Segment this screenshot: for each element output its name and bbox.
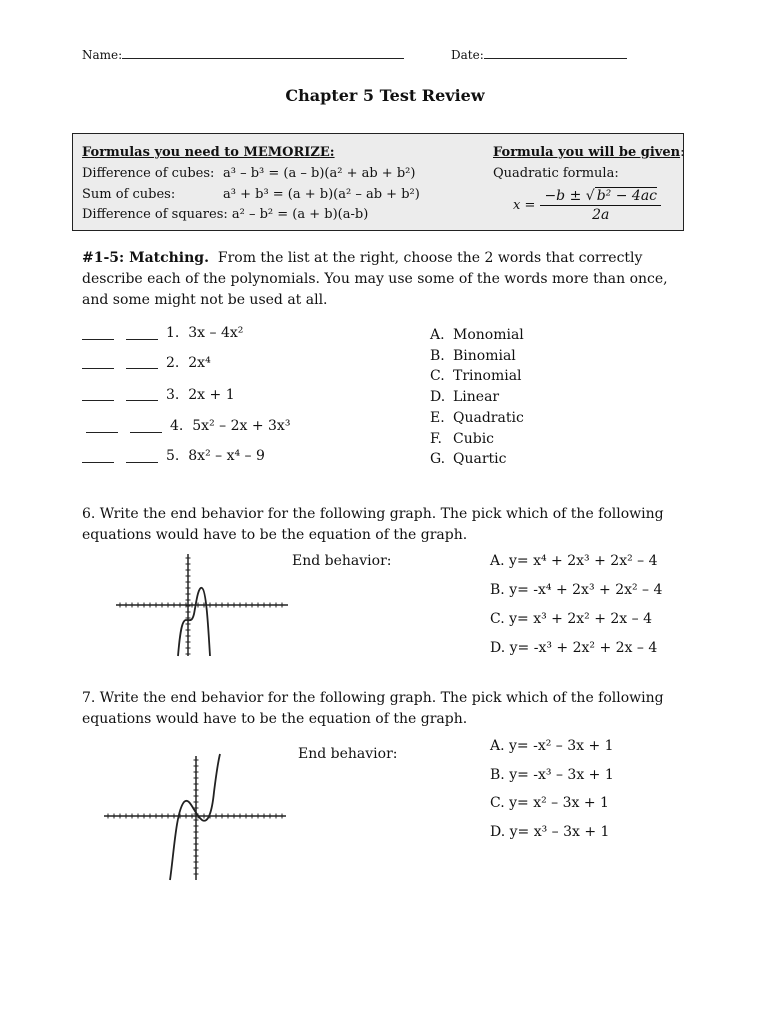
- answer-blank-5b[interactable]: [126, 461, 158, 463]
- q6-text: 6. Write the end behavior for the following graph. The pick which of the following equations would have to be the equation of the graph.: [82, 506, 664, 543]
- item-1-expression: 3x – 4x²: [188, 325, 244, 341]
- item-3-number: 3.: [166, 387, 180, 403]
- word-e: [430, 408, 524, 429]
- q7-end-behavior-label: End behavior:: [298, 746, 398, 762]
- quadratic-radicand: b² − 4ac: [596, 188, 658, 204]
- word-c-letter: C.: [430, 368, 445, 385]
- item-5-number: 5.: [166, 448, 180, 464]
- answer-blank-2a[interactable]: [82, 367, 114, 369]
- q6-choice-b: B. y= -x⁴ + 2x³ + 2x² – 4: [490, 582, 663, 598]
- word-e-text: Quadratic: [453, 409, 524, 426]
- date-label: Date:: [451, 48, 484, 62]
- sum-of-cubes-label: Sum of cubes:: [82, 187, 176, 202]
- word-a: [430, 325, 524, 346]
- item-4-number: 4.: [170, 418, 184, 434]
- quadratic-num-prefix: −b ±: [544, 188, 582, 204]
- q7-axes: [104, 756, 286, 880]
- answer-blank-5a[interactable]: [82, 461, 114, 463]
- page-title: Chapter 5 Test Review: [285, 86, 485, 105]
- matching-text: From the list at the right, choose the 2 words that correctly describe each of the polynomials. You may use some of the words more than once, and some might not be used at all.: [82, 250, 668, 308]
- memorize-heading: Formulas you need to MEMORIZE:: [82, 145, 335, 160]
- answer-blank-2b[interactable]: [126, 367, 158, 369]
- word-d-letter: D.: [430, 389, 446, 406]
- item-3-expression: 2x + 1: [188, 387, 235, 403]
- q6-choice-a: A. y= x⁴ + 2x³ + 2x² – 4: [490, 553, 658, 569]
- quadratic-numerator: −b ± √ b² − 4ac: [540, 188, 661, 206]
- answer-blank-1a[interactable]: [82, 338, 114, 340]
- quadratic-denominator: 2a: [592, 207, 610, 223]
- date-line: [451, 48, 627, 62]
- word-g-letter: G.: [430, 451, 446, 468]
- q7-choice-d: D. y= x³ – 3x + 1: [490, 824, 610, 840]
- q7-choice-c: C. y= x² – 3x + 1: [490, 795, 609, 811]
- q7-choice-a: A. y= -x² – 3x + 1: [490, 738, 614, 754]
- word-d: [430, 387, 524, 408]
- quadratic-fraction: [540, 188, 661, 223]
- item-2-expression: 2x⁴: [188, 355, 211, 371]
- answer-blank-3a[interactable]: [82, 399, 114, 401]
- difference-of-cubes-label: Difference of cubes:: [82, 166, 215, 181]
- q6-curve: [178, 588, 210, 656]
- q6-end-behavior-label: End behavior:: [292, 553, 392, 569]
- item-1: [166, 325, 243, 341]
- word-f: [430, 429, 524, 450]
- q6-choice-c: C. y= x³ + 2x² + 2x – 4: [490, 611, 652, 627]
- date-blank[interactable]: [484, 58, 627, 59]
- item-5-expression: 8x² – x⁴ – 9: [188, 448, 265, 464]
- matching-heading: #1-5: Matching.: [82, 250, 209, 266]
- word-a-text: Monomial: [453, 327, 524, 343]
- word-b-text: Binomial: [453, 347, 516, 364]
- word-b-letter: B.: [430, 347, 445, 364]
- q6-ticks: [120, 558, 282, 654]
- given-heading-wrap: [493, 145, 684, 160]
- word-a-letter: A.: [430, 327, 445, 343]
- quadratic-formula-label: Quadratic formula:: [493, 166, 619, 181]
- item-5: [166, 448, 265, 464]
- q7-choice-b: B. y= -x³ – 3x + 1: [490, 767, 614, 783]
- answer-blank-3b[interactable]: [126, 399, 158, 401]
- word-list: [430, 325, 524, 470]
- q7-curve: [170, 754, 220, 880]
- item-4-expression: 5x² – 2x + 3x³: [192, 418, 291, 434]
- q6-graph: [112, 552, 292, 660]
- q6-axes: [116, 554, 288, 656]
- name-blank[interactable]: [122, 58, 404, 59]
- formula-box: [72, 133, 684, 231]
- word-d-text: Linear: [453, 389, 500, 406]
- item-2: [166, 355, 211, 371]
- word-f-text: Cubic: [453, 430, 495, 447]
- difference-of-squares: Difference of squares: a² – b² = (a + b)(a-b): [82, 207, 369, 222]
- word-g: [430, 449, 524, 470]
- q6-choice-d: D. y= -x³ + 2x² + 2x – 4: [490, 640, 658, 656]
- word-e-letter: E.: [430, 409, 445, 426]
- item-1-number: 1.: [166, 325, 180, 341]
- answer-blank-4b[interactable]: [130, 431, 162, 433]
- word-g-text: Quartic: [453, 451, 507, 468]
- word-f-letter: F.: [430, 430, 442, 447]
- quadratic-formula: [513, 188, 661, 223]
- word-c: [430, 366, 524, 387]
- quadratic-lhs: x =: [513, 198, 536, 213]
- given-colon: :: [680, 145, 685, 160]
- name-label: Name:: [82, 48, 123, 62]
- q7-text: 7. Write the end behavior for the following graph. The pick which of the following equations would have to be the equation of the graph.: [82, 690, 664, 727]
- matching-instructions: [82, 248, 692, 311]
- item-4: [170, 418, 290, 434]
- sum-of-cubes-formula: a³ + b³ = (a + b)(a² – ab + b²): [223, 187, 420, 202]
- given-heading: Formula you will be given: [493, 145, 681, 160]
- item-3: [166, 387, 235, 403]
- answer-blank-1b[interactable]: [126, 338, 158, 340]
- word-b: [430, 346, 524, 367]
- q7-graph: [100, 752, 290, 884]
- answer-blank-4a[interactable]: [86, 431, 118, 433]
- difference-of-cubes-formula: a³ – b³ = (a – b)(a² + ab + b²): [223, 166, 416, 181]
- name-line: [82, 48, 404, 62]
- q7-ticks: [108, 760, 282, 874]
- word-c-text: Trinomial: [453, 368, 522, 385]
- item-2-number: 2.: [166, 355, 180, 371]
